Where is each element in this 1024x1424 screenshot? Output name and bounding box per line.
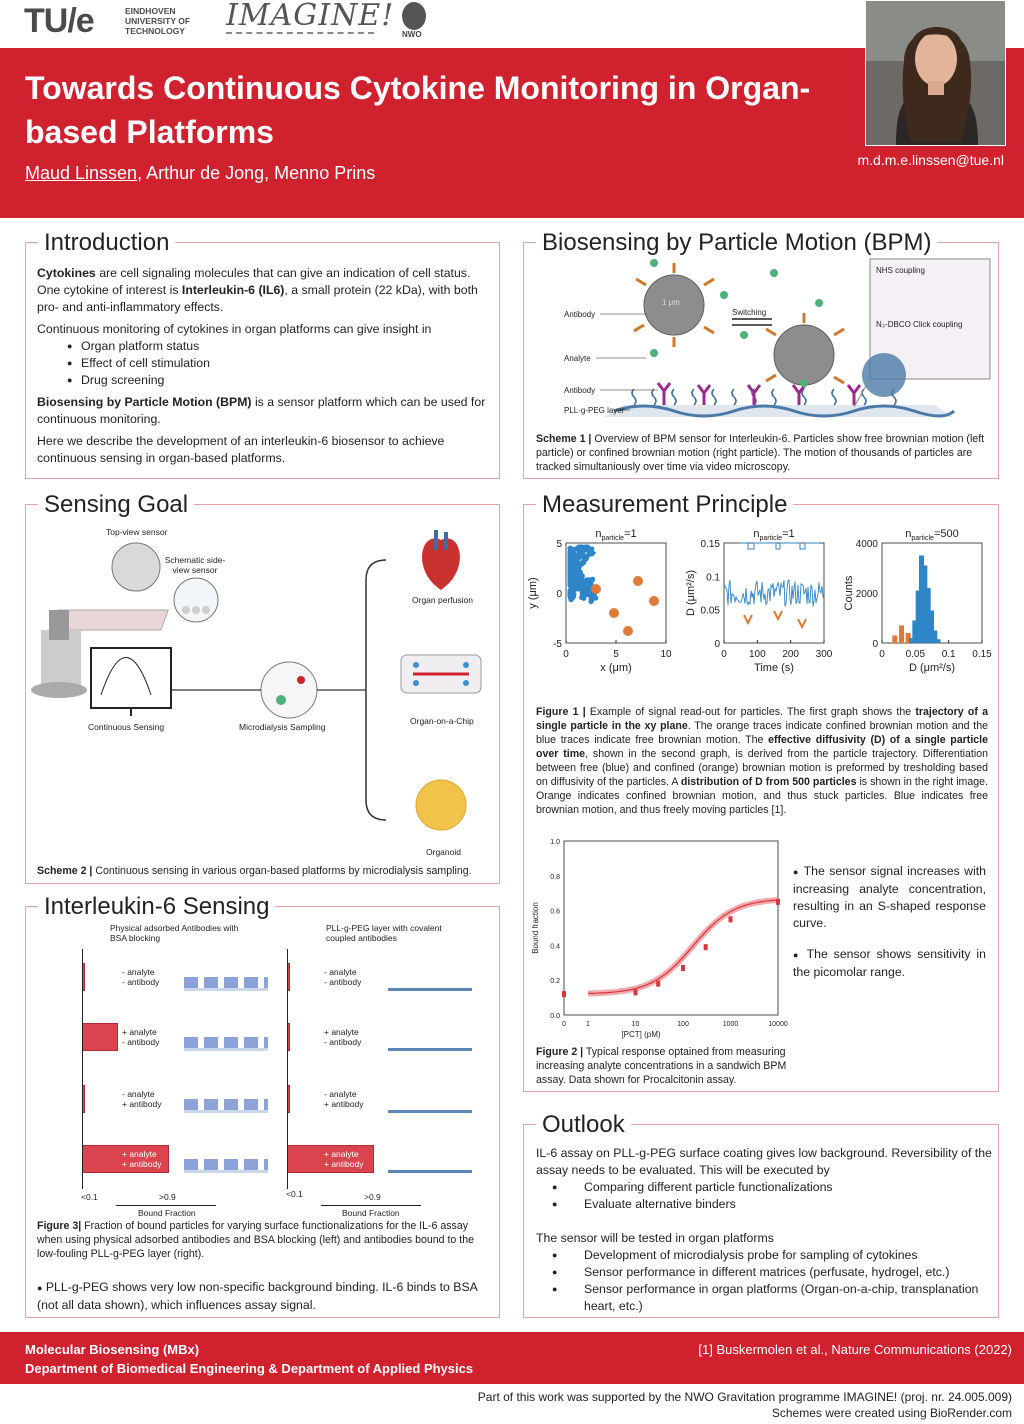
intro-paragraph-3: Biosensing by Particle Motion (BPM) is a sensor platform which can be used for continuous monitoring. [37,395,486,426]
figure-1-caption: Figure 1 | Example of signal read-out for particles. The first graph shows the trajectory of a single particle in the xy plane. The orange traces indicate confined brownian motion and the blue traces indicate free brownian motion. The effective diffusivity (D) of a single particle over time, shown in the second graph, is derived from the particle trajectory. Differentiation between free (blue) and confined (orange) brownian motion is preformed by tresholding based on diffusivity of the particles. A distribution of D from 500 particles is shown in the right image. Orange indicates confined brownian motion, and thus stuck particles. Blue indicates free brownian motion, and thus freely moving particles [1]. [536,706,988,816]
scheme-2-caption: Scheme 2 | Continuous sensing in various organ-based platforms by microdialysis sampling. [37,865,472,877]
il6-heading: Interleukin-6 Sensing [38,893,275,921]
measurement-heading: Measurement Principle [536,491,793,519]
y-tick-label: 0 [556,589,562,600]
measurement-panel [523,491,999,1092]
outlook-text [536,1145,992,1315]
x-tick-label: 100 [677,1021,689,1028]
right-x-low: <0.1 [286,1189,303,1199]
histogram-bar [899,626,904,644]
outlook-heading: Outlook [536,1111,631,1139]
surface-illustration [388,1025,472,1051]
diffusivity-line [724,580,824,606]
svg-text:N₃-DBCO Click coupling: N₃-DBCO Click coupling [876,320,963,329]
x-tick-label: 5 [613,649,619,660]
x-tick-label: 1000 [722,1021,739,1028]
bpm-panel [523,229,999,479]
right-x-arrow [321,1205,421,1206]
x-tick-label: 0 [562,1021,566,1028]
nwo-logo-text: NWO [402,30,422,39]
condition-label: - analyte - antibody [122,967,160,987]
x-tick-label: 100 [748,649,766,660]
data-point [729,916,733,922]
x-tick-label: 200 [782,649,800,660]
left-axis [82,949,83,1189]
y-tick-label: 2000 [855,589,878,600]
svg-text:NHS coupling: NHS coupling [876,266,925,275]
sensing-goal-heading: Sensing Goal [38,491,194,519]
x-tick-label: 300 [815,649,833,660]
x-tick-label: 0 [721,649,727,660]
author-photo [865,0,1006,146]
intro-paragraph-2: Continuous monitoring of cytokines in organ platforms can give insight in [37,322,432,336]
condition-label: + analyte + antibody [122,1149,162,1169]
author-list [25,163,375,184]
surface-illustration [184,1025,268,1051]
right-x-high: >0.9 [364,1192,381,1202]
il6-note: ● PLL-g-PEG shows very low non-specific background binding. IL-6 binds to BSA (not all data shown), which influences assay signal. [37,1280,478,1312]
left-x-arrow [116,1205,216,1206]
x-tick-label: 10 [631,1021,640,1028]
continuous-sensing-label: Continuous Sensing [88,722,165,732]
il6-panel [25,893,500,1318]
chart-title: $n_{particle}=1$ [753,528,795,542]
x-tick-label: 0 [563,649,569,660]
x-axis-label: Time (s) [754,662,794,674]
list-item: ● Drug screening [67,372,492,389]
confined-point [633,576,643,586]
data-point [776,899,780,905]
x-axis-label: x (μm) [600,662,632,674]
organoid-label: Organoid [426,847,461,857]
left-x-low: <0.1 [81,1192,98,1202]
introduction-heading: Introduction [38,229,175,257]
condition-label: + analyte - antibody [324,1027,362,1047]
intro-paragraph-4: Here we describe the development of an interleukin-6 biosensor to achieve continuous sensing in organ-based platforms. [37,434,445,465]
confined-segment [744,615,752,623]
scheme-1-caption: Scheme 1 | Overview of BPM sensor for Interleukin-6. Particles show free brownian motion (left particle) or confined brownian motion (right particle). The motion of thousands of particles are tracked simultaniously over time via video microscopy. [536,433,985,473]
condition-label: + analyte + antibody [324,1149,364,1169]
nwo-logo [402,2,426,30]
figure-2-chart [526,831,788,1043]
surface-illustration [388,965,472,991]
introduction-panel [25,229,500,479]
fit-confidence-band [588,900,778,994]
y-tick-label: 0.1 [706,572,720,584]
y-tick-label: 4000 [855,539,878,550]
surface-illustration [388,1087,472,1113]
condition-label: - analyte - antibody [324,967,362,987]
poster-title: Towards Continuous Cytokine Monitoring in Organ-based Platforms [25,70,811,150]
surface-illustration [184,1147,268,1173]
y-tick-label: 0 [714,639,720,650]
intro-bullet-list [37,338,492,389]
outlook-list-2 [536,1247,992,1315]
svg-text:Analyte: Analyte [564,354,591,363]
biorender-credit: Schemes were created using BioRender.com [771,1406,1012,1420]
tue-logo: TU/e [24,2,94,40]
figure-2-caption: Figure 2 | Typical response optained from measuring increasing analyte concentrations in a sandwich BPM assay. Data shown for Procalcitonin assay. [536,1046,787,1086]
condition-label: - analyte + antibody [324,1089,364,1109]
figure-3-caption: Figure 3| Fraction of bound particles for varying surface functionalizations for the IL-6 assay when using physical adsorbed antibodies and BSA blocking (left) and antibodies bound to the low-fouling PLL-g-PEG layer (right). [37,1220,474,1260]
outlook-panel [523,1111,999,1318]
reference: [1] Buskermolen et al., Nature Communications (2022) [698,1342,1012,1357]
y-tick-label: 0.2 [550,978,560,986]
x-axis-label: D (μm²/s) [908,662,956,674]
organ-on-chip-label: Organ-on-a-Chip [410,716,474,726]
confined-point [591,584,601,594]
footer-band [0,1332,1024,1384]
svg-text:1 μm: 1 μm [662,298,680,307]
top-view-label: Top-view sensor [106,527,168,537]
surface-illustration [184,1087,268,1113]
main-author: Maud Linssen [25,163,138,183]
y-tick-label: 0.0 [550,1013,560,1020]
x-tick-label: 0.1 [941,649,956,660]
y-axis-label: D (μm²/s) [685,569,697,617]
sensing-goal-panel [25,491,500,884]
acknowledgement: Part of this work was supported by the NWO Gravitation programme IMAGINE! (proj. nr. 24.005.009) [477,1390,1012,1404]
x-tick-label: 0 [879,649,885,660]
list-item: ● Comparing different particle functionalizations [552,1179,992,1196]
confined-point [623,626,633,636]
x-axis-label: [PCT] (pM) [621,1030,661,1039]
confined-segment [798,619,806,627]
confined-point [609,608,619,618]
bpm-scheme [554,255,994,425]
y-tick-label: 0.4 [550,943,560,951]
outlook-paragraph-1: IL-6 assay on PLL-g-PEG surface coating gives low background. Reversibility of the assay needs to be evaluated. This will be executed by [536,1146,992,1177]
measurement-bullet-2: ● The sensor shows sensitivity in the picomolar range. [793,947,986,979]
y-axis-label: y (μm) [527,577,539,609]
x-tick-label: 10 [660,649,672,660]
y-tick-label: 0 [872,639,878,650]
x-tick-label: 0.05 [905,649,926,660]
left-x-label: Bound Fraction [138,1208,196,1218]
list-item: ● Effect of cell stimulation [67,355,492,372]
microdialysis-label: Microdialysis Sampling [239,722,326,732]
histogram-bar [936,639,941,643]
data-point [681,965,685,971]
data-point [562,991,566,997]
free-trajectory [570,547,596,602]
chart-title: $n_{particle}=1$ [595,528,637,542]
x-tick-label: 1 [586,1021,590,1028]
y-tick-label: 0.05 [700,605,720,617]
x-tick-label: 0.15 [972,649,992,660]
imagine-logo: IMAGINE! [226,0,395,33]
y-tick-label: -5 [553,639,562,650]
side-view-label: Schematic side-view sensor [164,555,226,575]
left-condition-title: Physical adsorbed Antibodies with BSA blocking [110,923,239,943]
figure-1-charts [526,521,998,701]
list-item: ● Sensor performance in different matrices (perfusate, hydrogel, etc.) [552,1264,992,1281]
intro-paragraph-1: Cytokines are cell signaling molecules that can give an indication of cell status. One cytokine of interest is Interleukin-6 (IL6), a small protein (22 kDa), with both pro- and anti-inflammatory effects. [37,266,478,314]
right-condition-title: PLL-g-PEG layer with covalent coupled antibodies [326,923,442,943]
condition-label: + analyte - antibody [122,1027,160,1047]
co-authors: , Arthur de Jong, Menno Prins [137,163,376,183]
fit-curve [588,900,778,994]
plot-frame [564,841,778,1015]
y-axis-label: Bound fraction [531,902,540,954]
right-axis [287,949,288,1189]
bound-fraction-bar [82,1023,118,1051]
surface-illustration [184,965,268,991]
confined-segment [774,611,782,619]
y-tick-label: 5 [556,539,562,550]
bullet-icon: ● [37,1283,43,1293]
list-item: ● Evaluate alternative binders [552,1196,992,1213]
confined-point [649,596,659,606]
organ-perfusion-label: Organ perfusion [412,595,473,605]
x-tick-label: 10000 [768,1021,788,1028]
sensing-goal-scheme [31,520,496,860]
tue-logo-sub: EINDHOVEN UNIVERSITY OF TECHNOLOGY [125,6,191,36]
list-item: ● Sensor performance in organ platforms (Organ-on-a-chip, transplanation heart, etc.) [552,1281,992,1315]
contact-email[interactable]: m.d.m.e.linssen@tue.nl [857,152,1004,168]
svg-text:Switching: Switching [732,308,767,317]
group-name: Molecular Biosensing (MBx) [25,1342,200,1357]
list-item: ● Development of microdialysis probe for sampling of cytokines [552,1247,992,1264]
imagine-logo-underline [226,32,374,37]
bpm-heading: Biosensing by Particle Motion (BPM) [536,229,937,257]
y-axis-label: Counts [843,575,855,611]
y-tick-label: 0.15 [700,539,720,550]
histogram-bar [892,636,897,644]
data-point [634,989,638,995]
left-x-high: >0.9 [159,1192,176,1202]
introduction-text [37,265,492,467]
state-trace [740,543,819,549]
y-tick-label: 0.8 [550,873,560,881]
data-point [704,944,708,950]
chart-title: $n_{particle}=500$ [905,528,959,542]
svg-text:PLL-g-PEG layer: PLL-g-PEG layer [564,406,625,415]
svg-text:Antibody: Antibody [564,310,596,319]
measurement-bullet-1: ● The sensor signal increases with increasing analyte concentration, resulting in an S-shaped response curve. [793,864,987,930]
outlook-list-1 [536,1179,992,1213]
svg-text:Antibody: Antibody [564,386,596,395]
list-item: ● Organ platform status [67,338,492,355]
data-point [656,981,660,987]
outlook-paragraph-2: The sensor will be tested in organ platforms [536,1231,774,1245]
surface-illustration [388,1147,472,1173]
y-tick-label: 0.6 [550,908,560,916]
right-x-label: Bound Fraction [342,1208,400,1218]
y-tick-label: 1.0 [550,839,560,846]
condition-label: - analyte + antibody [122,1089,162,1109]
department-name: Department of Biomedical Engineering & Department of Applied Physics [25,1361,474,1376]
